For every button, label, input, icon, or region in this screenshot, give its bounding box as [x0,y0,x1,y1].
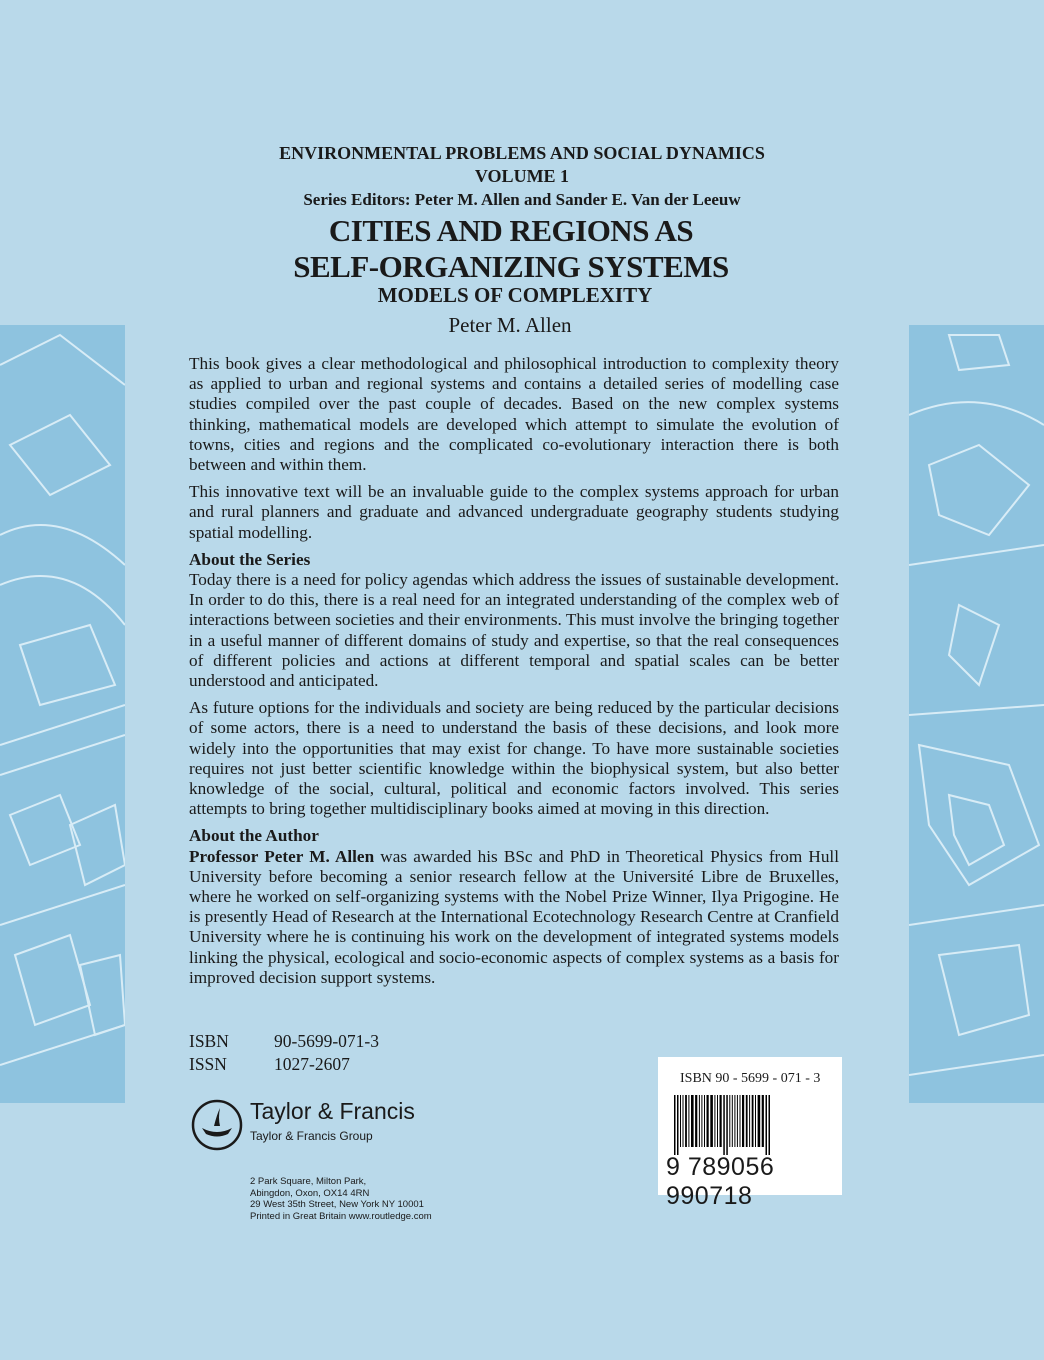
barcode-bar [685,1095,687,1147]
author-name: Professor Peter M. Allen [189,846,375,866]
book-title [0,213,1022,285]
map-pattern-right [909,325,1044,1103]
about-series-heading: About the Series [189,549,311,569]
barcode-bar [758,1095,761,1147]
book-author: Peter M. Allen [448,313,572,337]
address-line-4: Printed in Great Britain www.routledge.com [250,1210,432,1222]
about-series-paragraph-2: As future options for the individuals and society are being reduced by the particular decisions of some actors, there is a need to understand the basis of these decisions, and look more widely into the opportunities that may exist for change. To have more sustainable societies requires not just better scientific knowledge within the biophysical system, but also better knowledge of the social, cultural, political and economic factors involved. This series attempts to bring together multidisciplinary books aimed at moving in this direction. [189,698,839,819]
barcode-bar [740,1095,741,1147]
barcode-bar [752,1095,754,1147]
barcode-bar [710,1095,713,1147]
barcode-bar [717,1095,718,1147]
barcode-bar [714,1095,715,1147]
left-map-panel [0,325,125,1103]
blurb-paragraph-2: This innovative text will be an invaluable guide to the complex systems approach for urban and rural planners and graduate and advanced undergraduate geography students studying spatial modelling. [189,482,839,542]
barcode-bar [766,1095,768,1155]
barcode-bar [701,1095,702,1147]
taylor-francis-logo-icon [190,1098,244,1152]
isbn-row [189,1030,379,1053]
barcode-bar [704,1095,705,1147]
barcode-bar [737,1095,738,1147]
book-title-line2: SELF-ORGANIZING SYSTEMS [293,249,729,284]
address-line-2: Abingdon, Oxon, OX14 4RN [250,1187,370,1199]
series-header [0,142,1044,211]
barcode-bar [723,1095,725,1155]
barcode-bar [742,1095,744,1147]
barcode-bar [746,1095,748,1147]
barcode-bar [688,1095,689,1147]
barcode-bar [683,1095,684,1147]
identifiers [189,1030,379,1076]
about-author-paragraph [189,847,839,988]
blurb-paragraph-1: This book gives a clear methodological and philosophical introduction to complexity theory as applied to urban and regional systems and contains a detailed series of modelling case studies compiled over the past couple of decades. Based on the new complex systems thinking, mathematical models are developed which attempt to simulate the evolution of towns, cities and regions and the complicated co-evolutionary interaction there is both between and within them. [189,354,839,475]
author-bio: was awarded his BSc and PhD in Theoretical Physics from Hull University before becoming a senior research fellow at the Université Libre de Bruxelles, where he worked on self-organizing systems with the Nobel Prize Winner, Ilya Prigogine. He is presently Head of Research at the International Ecotechnology Research Centre at Cranfield University where he is continuing his work on the development of integrated systems models linking the physical, ecological and socio-economic aspects of complex systems as a basis for improved decision support systems. [189,846,840,987]
barcode-bar [729,1095,730,1147]
barcode-box [658,1057,842,1210]
barcode-bar [699,1095,700,1147]
barcode-bar [707,1095,709,1147]
about-series-paragraph-1: Today there is a need for policy agendas which address the issues of sustainable development. In order to do this, there is a real need for an integrated understanding of the complex web of interactions between societies and their environments. This must involve the bringing together in a useful manner of different domains of study and expertise, so that the real consequences of different policies and actions at different temporal and spatial scales can be better understood and anticipated. [189,570,839,691]
isbn-label: ISBN [189,1031,229,1051]
issn-row [189,1053,379,1076]
map-pattern-left [0,325,125,1103]
publisher-name: Taylor & Francis [250,1098,415,1124]
barcode-bar [769,1095,771,1155]
barcode-bar [677,1095,679,1155]
barcode-bar [720,1095,722,1147]
about-author-heading: About the Author [189,826,319,846]
barcode-bar [734,1095,735,1147]
issn-value: 1027-2607 [274,1054,350,1074]
series-name: ENVIRONMENTAL PROBLEMS AND SOCIAL DYNAMICS [279,143,765,163]
barcode-bar [762,1095,764,1147]
barcode-digits: 9 789056 990718 [666,1153,775,1210]
isbn-value: 90-5699-071-3 [274,1031,379,1051]
book-title-line1: CITIES AND REGIONS AS [328,213,694,248]
barcode-bar [674,1095,676,1155]
barcode-bar [726,1095,728,1155]
barcode-bar [680,1095,681,1147]
barcode-bar [695,1095,697,1147]
right-map-panel [909,325,1044,1103]
barcode-bar [691,1095,694,1147]
barcode-isbn-text: ISBN 90 - 5699 - 071 - 3 [680,1071,821,1086]
barcode-bar [732,1095,733,1147]
barcode-bar [749,1095,750,1147]
issn-label: ISSN [189,1054,227,1074]
book-subtitle: MODELS OF COMPLEXITY [377,283,653,307]
barcode-bars [672,1095,828,1155]
back-cover-text [189,354,839,995]
address-line-3: 29 West 35th Street, New York NY 10001 [250,1199,424,1210]
publisher-group: Taylor & Francis Group [250,1129,373,1143]
address-line-1: 2 Park Square, Milton Park, [250,1176,367,1187]
publisher-address [250,1176,510,1222]
barcode-bar [755,1095,756,1147]
series-editors: Series Editors: Peter M. Allen and Sander E. Van der Leeuw [303,190,741,209]
series-volume: VOLUME 1 [474,166,570,186]
